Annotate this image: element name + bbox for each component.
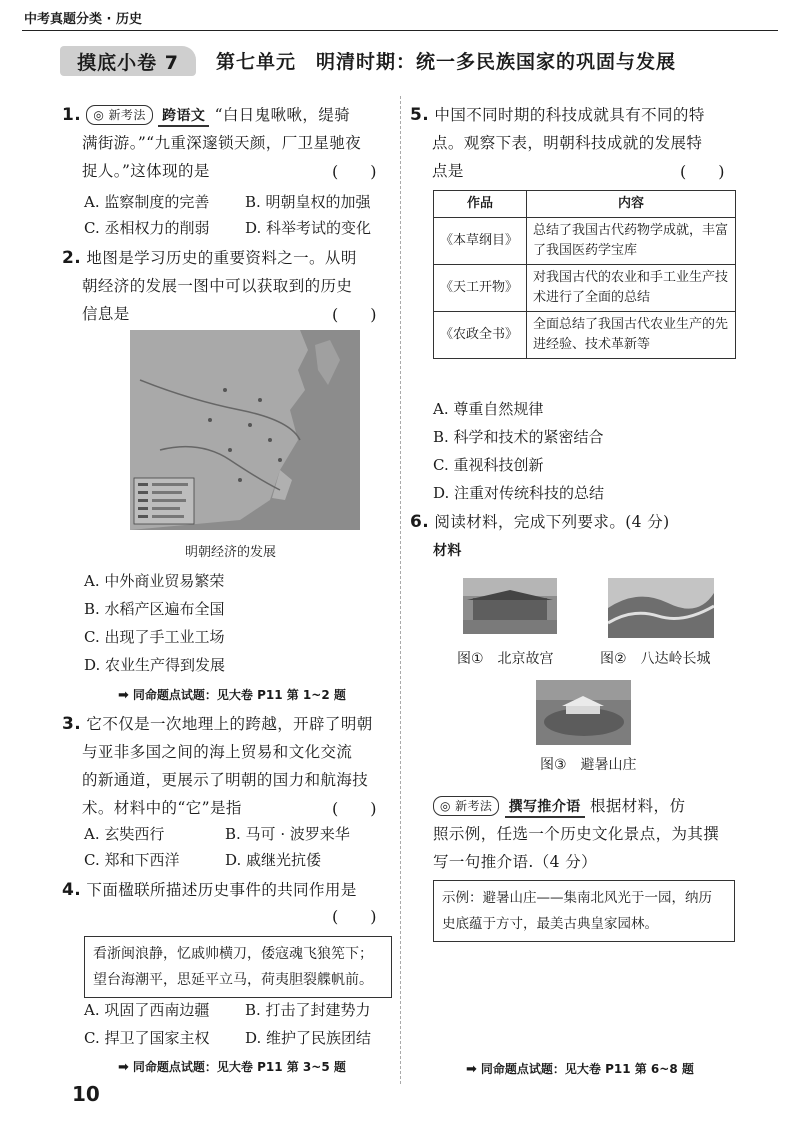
content-cell: 总结了我国古代药物学成就，丰富了我国医药学宝库	[527, 218, 736, 265]
ref-text: 同命题点试题：见大卷 P11 第 1~2 题	[132, 688, 346, 702]
option-b: B. 科学和技术的紧密结合	[433, 428, 604, 446]
table-header-row	[434, 191, 736, 218]
great-wall-photo	[608, 578, 714, 638]
material-label: 材料	[433, 543, 462, 559]
quiz-badge: 摸底小卷 7	[60, 46, 196, 76]
science-achievements-table	[433, 190, 736, 359]
option-c: C. 重视科技创新	[433, 456, 544, 474]
couplet-line: 看浙闽浪静，忆戚帅横刀，倭寇魂飞狼筅下；	[93, 946, 373, 962]
option-c: C. 出现了手工业工场	[84, 628, 225, 646]
option-d: D. 维护了民族团结	[245, 1029, 372, 1047]
question-6	[410, 508, 745, 536]
couplet-line: 望台海潮平，思延平立马，荷夷胆裂艓帆前。	[93, 972, 373, 988]
option-c: C. 郑和下西洋	[84, 851, 180, 869]
stem-line: 中国不同时期的科技成就具有不同的特	[434, 106, 705, 124]
table-row	[434, 218, 736, 265]
photo-illustration	[536, 680, 631, 745]
option-d: D. 注重对传统科技的总结	[433, 484, 605, 502]
ming-economy-map	[130, 330, 360, 530]
task-line: 根据材料，仿	[589, 797, 686, 815]
option-d: D. 戚继光抗倭	[225, 851, 322, 869]
ref-text: 同命题点试题：见大卷 P11 第 6~8 题	[480, 1062, 694, 1076]
option-d: D. 农业生产得到发展	[84, 656, 226, 674]
option-a: A. 监察制度的完善	[84, 193, 210, 211]
question-number: 3.	[62, 714, 82, 734]
stem-line: 的新通道，更展示了明朝的国力和航海技	[82, 771, 369, 789]
option-b: B. 水稻产区遍布全国	[84, 600, 225, 618]
answer-blank: ( )	[680, 162, 725, 181]
related-exercise-ref	[118, 686, 346, 703]
question-number: 4.	[62, 880, 82, 900]
question-number: 5.	[410, 105, 430, 125]
content-cell: 全面总结了我国古代农业生产的先进经验、技术革新等	[527, 312, 736, 359]
table-row	[434, 312, 736, 359]
option-c: C. 捍卫了国家主权	[84, 1029, 210, 1047]
question-number: 2.	[62, 248, 82, 268]
table-row	[434, 265, 736, 312]
work-cell: 《天工开物》	[434, 265, 527, 312]
question-6-task	[433, 792, 743, 876]
stem-line: “白日鬼啾啾，缇骑	[214, 106, 351, 124]
task-line: 写一句推介语.（4 分）	[433, 853, 598, 871]
stem-line: 朝经济的发展一图中可以获取到的历史	[82, 277, 353, 295]
option-b: B. 打击了封建势力	[245, 1001, 371, 1019]
forbidden-city-photo	[463, 578, 557, 634]
stem-line: 阅读材料，完成下列要求。(4 分)	[434, 513, 670, 531]
stem-line: 满街游。”“九重深邃锁天颜，厂卫星驰夜	[82, 134, 362, 152]
unit-title: 第七单元 明清时期：统一多民族国家的巩固与发展	[216, 51, 677, 73]
example-box	[433, 880, 735, 942]
map-caption: 明朝经济的发展	[185, 545, 277, 560]
figure-caption: 图① 北京故宫	[457, 651, 554, 667]
stem-line: 与亚非多国之间的海上贸易和文化交流	[82, 743, 353, 761]
figure-caption: 图② 八达岭长城	[600, 651, 711, 667]
arrow-icon: ➡	[466, 1062, 477, 1077]
option-b: B. 明朝皇权的加强	[245, 193, 371, 211]
work-cell: 《农政全书》	[434, 312, 527, 359]
option-a: A. 尊重自然规律	[433, 400, 544, 418]
column-divider	[400, 96, 401, 1084]
title-bar	[60, 44, 750, 78]
tag-label: 新考法	[455, 799, 493, 813]
photo-illustration	[463, 578, 557, 634]
related-exercise-ref	[466, 1060, 694, 1077]
page-number: 10	[72, 1082, 100, 1106]
tag-label: 新考法	[108, 108, 146, 122]
writing-task-tag: 撰写推介语	[505, 798, 585, 818]
figure-caption: 图③ 避暑山庄	[540, 757, 637, 773]
column-header: 作品	[434, 191, 527, 218]
question-number: 6.	[410, 512, 430, 532]
stem-line: 它不仅是一次地理上的跨越，开辟了明朝	[86, 715, 373, 733]
photo-illustration	[608, 578, 714, 638]
couplet-box	[84, 936, 392, 998]
question-4	[62, 876, 397, 904]
column-header: 内容	[527, 191, 736, 218]
header-rule	[22, 30, 778, 31]
option-c: C. 丞相权力的削弱	[84, 219, 210, 237]
option-a: A. 玄奘西行	[84, 825, 165, 843]
stem-line: 点是	[432, 162, 464, 180]
example-line: 史底蕴于方寸，最美古典皇家园林。	[442, 916, 658, 932]
answer-blank: ( )	[332, 162, 377, 181]
answer-blank: ( )	[332, 305, 377, 324]
arrow-icon: ➡	[118, 688, 129, 703]
series-label: 中考真题分类 · 历史	[24, 12, 142, 27]
cross-subject-tag: 跨语文	[158, 107, 209, 127]
answer-blank: ( )	[332, 907, 377, 926]
new-method-tag: ◎ 新考法	[86, 105, 152, 125]
ref-text: 同命题点试题：见大卷 P11 第 3~5 题	[132, 1060, 346, 1074]
summer-resort-photo	[536, 680, 631, 745]
answer-blank: ( )	[332, 799, 377, 818]
task-line: 照示例，任选一个历史文化景点，为其撰	[433, 825, 720, 843]
option-d: D. 科举考试的变化	[245, 219, 372, 237]
option-a: A. 巩固了西南边疆	[84, 1001, 210, 1019]
related-exercise-ref	[118, 1058, 346, 1075]
stem-line: 信息是	[82, 305, 130, 323]
question-number: 1.	[62, 105, 82, 125]
example-line: 示例：避暑山庄——集南北风光于一园，纳历	[442, 890, 712, 906]
work-cell: 《本草纲目》	[434, 218, 527, 265]
content-cell: 对我国古代的农业和手工业生产技术进行了全面的总结	[527, 265, 736, 312]
stem-line: 下面楹联所描述历史事件的共同作用是	[86, 881, 357, 899]
stem-line: 术。材料中的“它”是指	[82, 799, 242, 817]
arrow-icon: ➡	[118, 1060, 129, 1075]
option-a: A. 中外商业贸易繁荣	[84, 572, 225, 590]
stem-line: 捉人。”这体现的是	[82, 162, 210, 180]
new-method-tag: ◎ 新考法	[433, 796, 499, 816]
option-b: B. 马可 · 波罗来华	[225, 825, 350, 843]
map-illustration	[130, 330, 360, 530]
stem-line: 地图是学习历史的重要资料之一。从明	[86, 249, 357, 267]
stem-line: 点。观察下表，明朝科技成就的发展特	[432, 134, 703, 152]
